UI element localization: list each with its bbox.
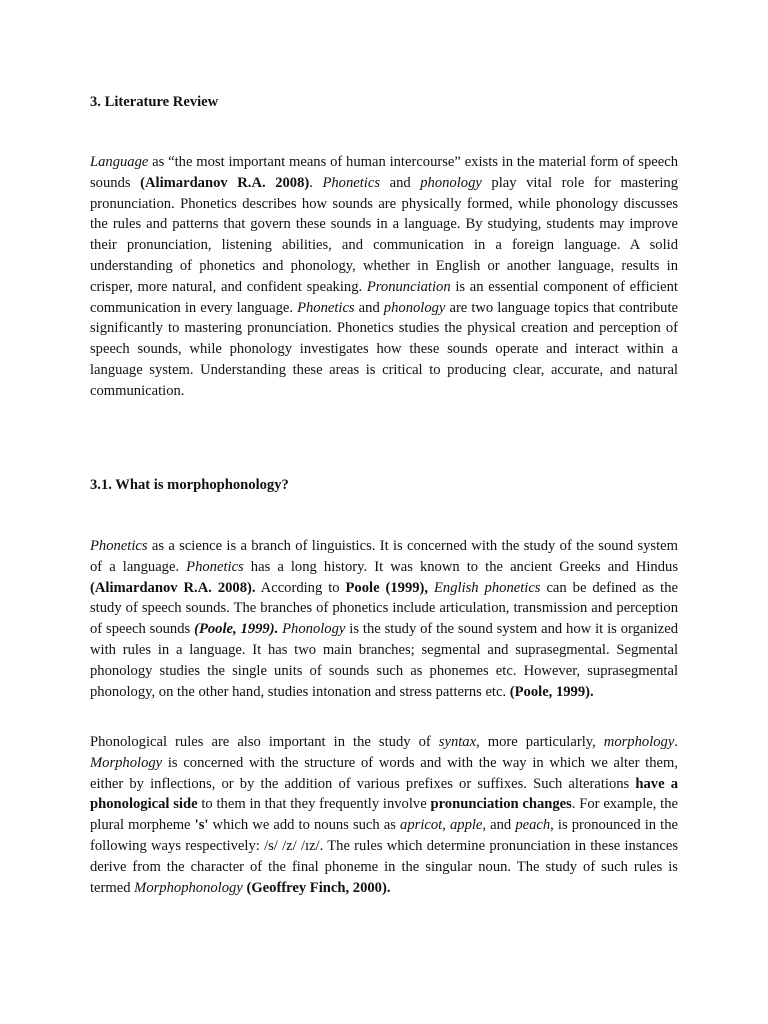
text-run: Phonology <box>282 621 346 638</box>
text-run: can be defined as the study of speech sounds. The branches of phonetics include articulation, transmission and perception of speech sounds <box>90 579 678 638</box>
text-run: apple <box>449 817 483 834</box>
text-run: have a phonological side <box>90 775 679 813</box>
text-run: play vital role for mastering pronunciation. Phonetics describes how sounds are physically formed, while phonology discusses the rules and patterns that govern these sounds in a language. By studying, students may improve their pronunciation, listening abilities, and communication in a foreign language. A solid understanding of phonetics and phonology, whether in English or another language, results in crisper, more natural, and confident speaking. <box>90 174 679 295</box>
text-run: Phonological rules are also important in the study of <box>90 734 439 750</box>
text-run: (Poole, 1999). <box>194 621 279 638</box>
text-run: Poole (1999), <box>345 579 429 596</box>
text-run: as a science is a branch of linguistics. It is concerned with the study of the sound system of a language. <box>90 538 678 575</box>
text-run: peach <box>515 817 551 834</box>
text-run: apricot <box>400 817 443 834</box>
text-run: English phonetics <box>434 579 541 596</box>
text-run: According to <box>255 579 346 596</box>
text-run: phonology <box>420 174 482 191</box>
text-run: (Alimardanov R.A. 2008). <box>90 579 256 596</box>
text-run: is an essential component of efficient communication in every language. <box>90 278 678 316</box>
text-run: Phonetics <box>186 558 244 575</box>
text-run: has a long history. It was known to the ancient Greeks and Hindus <box>243 558 678 575</box>
text-run: Language <box>90 154 149 170</box>
text-run: , more particularly, <box>476 734 604 750</box>
text-run: pronunciation changes <box>430 796 572 813</box>
text-run: . <box>674 734 678 750</box>
text-run: syntax <box>438 734 477 750</box>
text-run: (Alimardanov R.A. 2008) <box>140 174 310 191</box>
text-run: (Geoffrey Finch, 2000). <box>246 879 391 896</box>
text-run: and <box>380 174 421 191</box>
phonetics-paragraph <box>90 536 678 702</box>
text-run: , is pronounced in the following ways respectively: /s/ /z/ /ɪz/. The rules which determine pronunciation in these instances derive from the character of the final phoneme in the singular noun. The study of such rules is termed <box>90 817 678 896</box>
text-run: . For example, the plural morpheme <box>90 796 679 834</box>
text-run: Pronunciation <box>366 278 451 295</box>
text-run: Phonetics <box>90 538 148 554</box>
text-run: as “the most important means of human intercourse” exists in the material form of speech sounds <box>90 154 678 191</box>
text-run: Morphology <box>90 754 163 771</box>
text-run: which we add to nouns such as <box>208 817 401 834</box>
text-run: is concerned with the structure of words and with the way in which we alter them, either by inflections, or by the addition of various prefixes or suffixes. Such alterations <box>90 754 678 792</box>
section-heading-literature-review: 3. Literature Review <box>90 94 219 110</box>
text-run: and <box>354 299 384 316</box>
text-run: morphology <box>603 734 675 750</box>
phonological-rules-paragraph <box>90 732 678 898</box>
text-run: to them in that they frequently involve <box>197 796 431 813</box>
text-run: Phonetics <box>322 174 381 191</box>
text-run: Phonetics <box>297 299 355 316</box>
text-run: (Poole, 1999). <box>509 683 594 700</box>
text-run: , <box>442 817 450 834</box>
text-run: phonology <box>383 299 446 316</box>
text-run: are two language topics that contribute significantly to mastering pronunciation. Phonetics studies the physical creation and perception of speech sounds, while phonology investigates how these sounds operate and interact within a language system. Understanding these areas is critical to producing clear, accurate, and natural communication. <box>90 299 678 399</box>
section-heading-morphophonology: 3.1. What is morphophonology? <box>90 477 289 493</box>
literature-review-paragraph <box>90 152 678 402</box>
text-run: . <box>309 174 323 191</box>
text-run: Morphophonology <box>134 879 243 896</box>
text-run: , and <box>482 817 516 834</box>
text-run: is the study of the sound system and how it is organized with rules in a language. It has two main branches; segmental and suprasegmental. Segmental phonology studies the single units of sounds such as phonemes etc. However, suprasegmental phonology, on the other hand, studies intonation and stress patterns etc. <box>90 621 678 700</box>
text-run: 's' <box>194 817 209 834</box>
